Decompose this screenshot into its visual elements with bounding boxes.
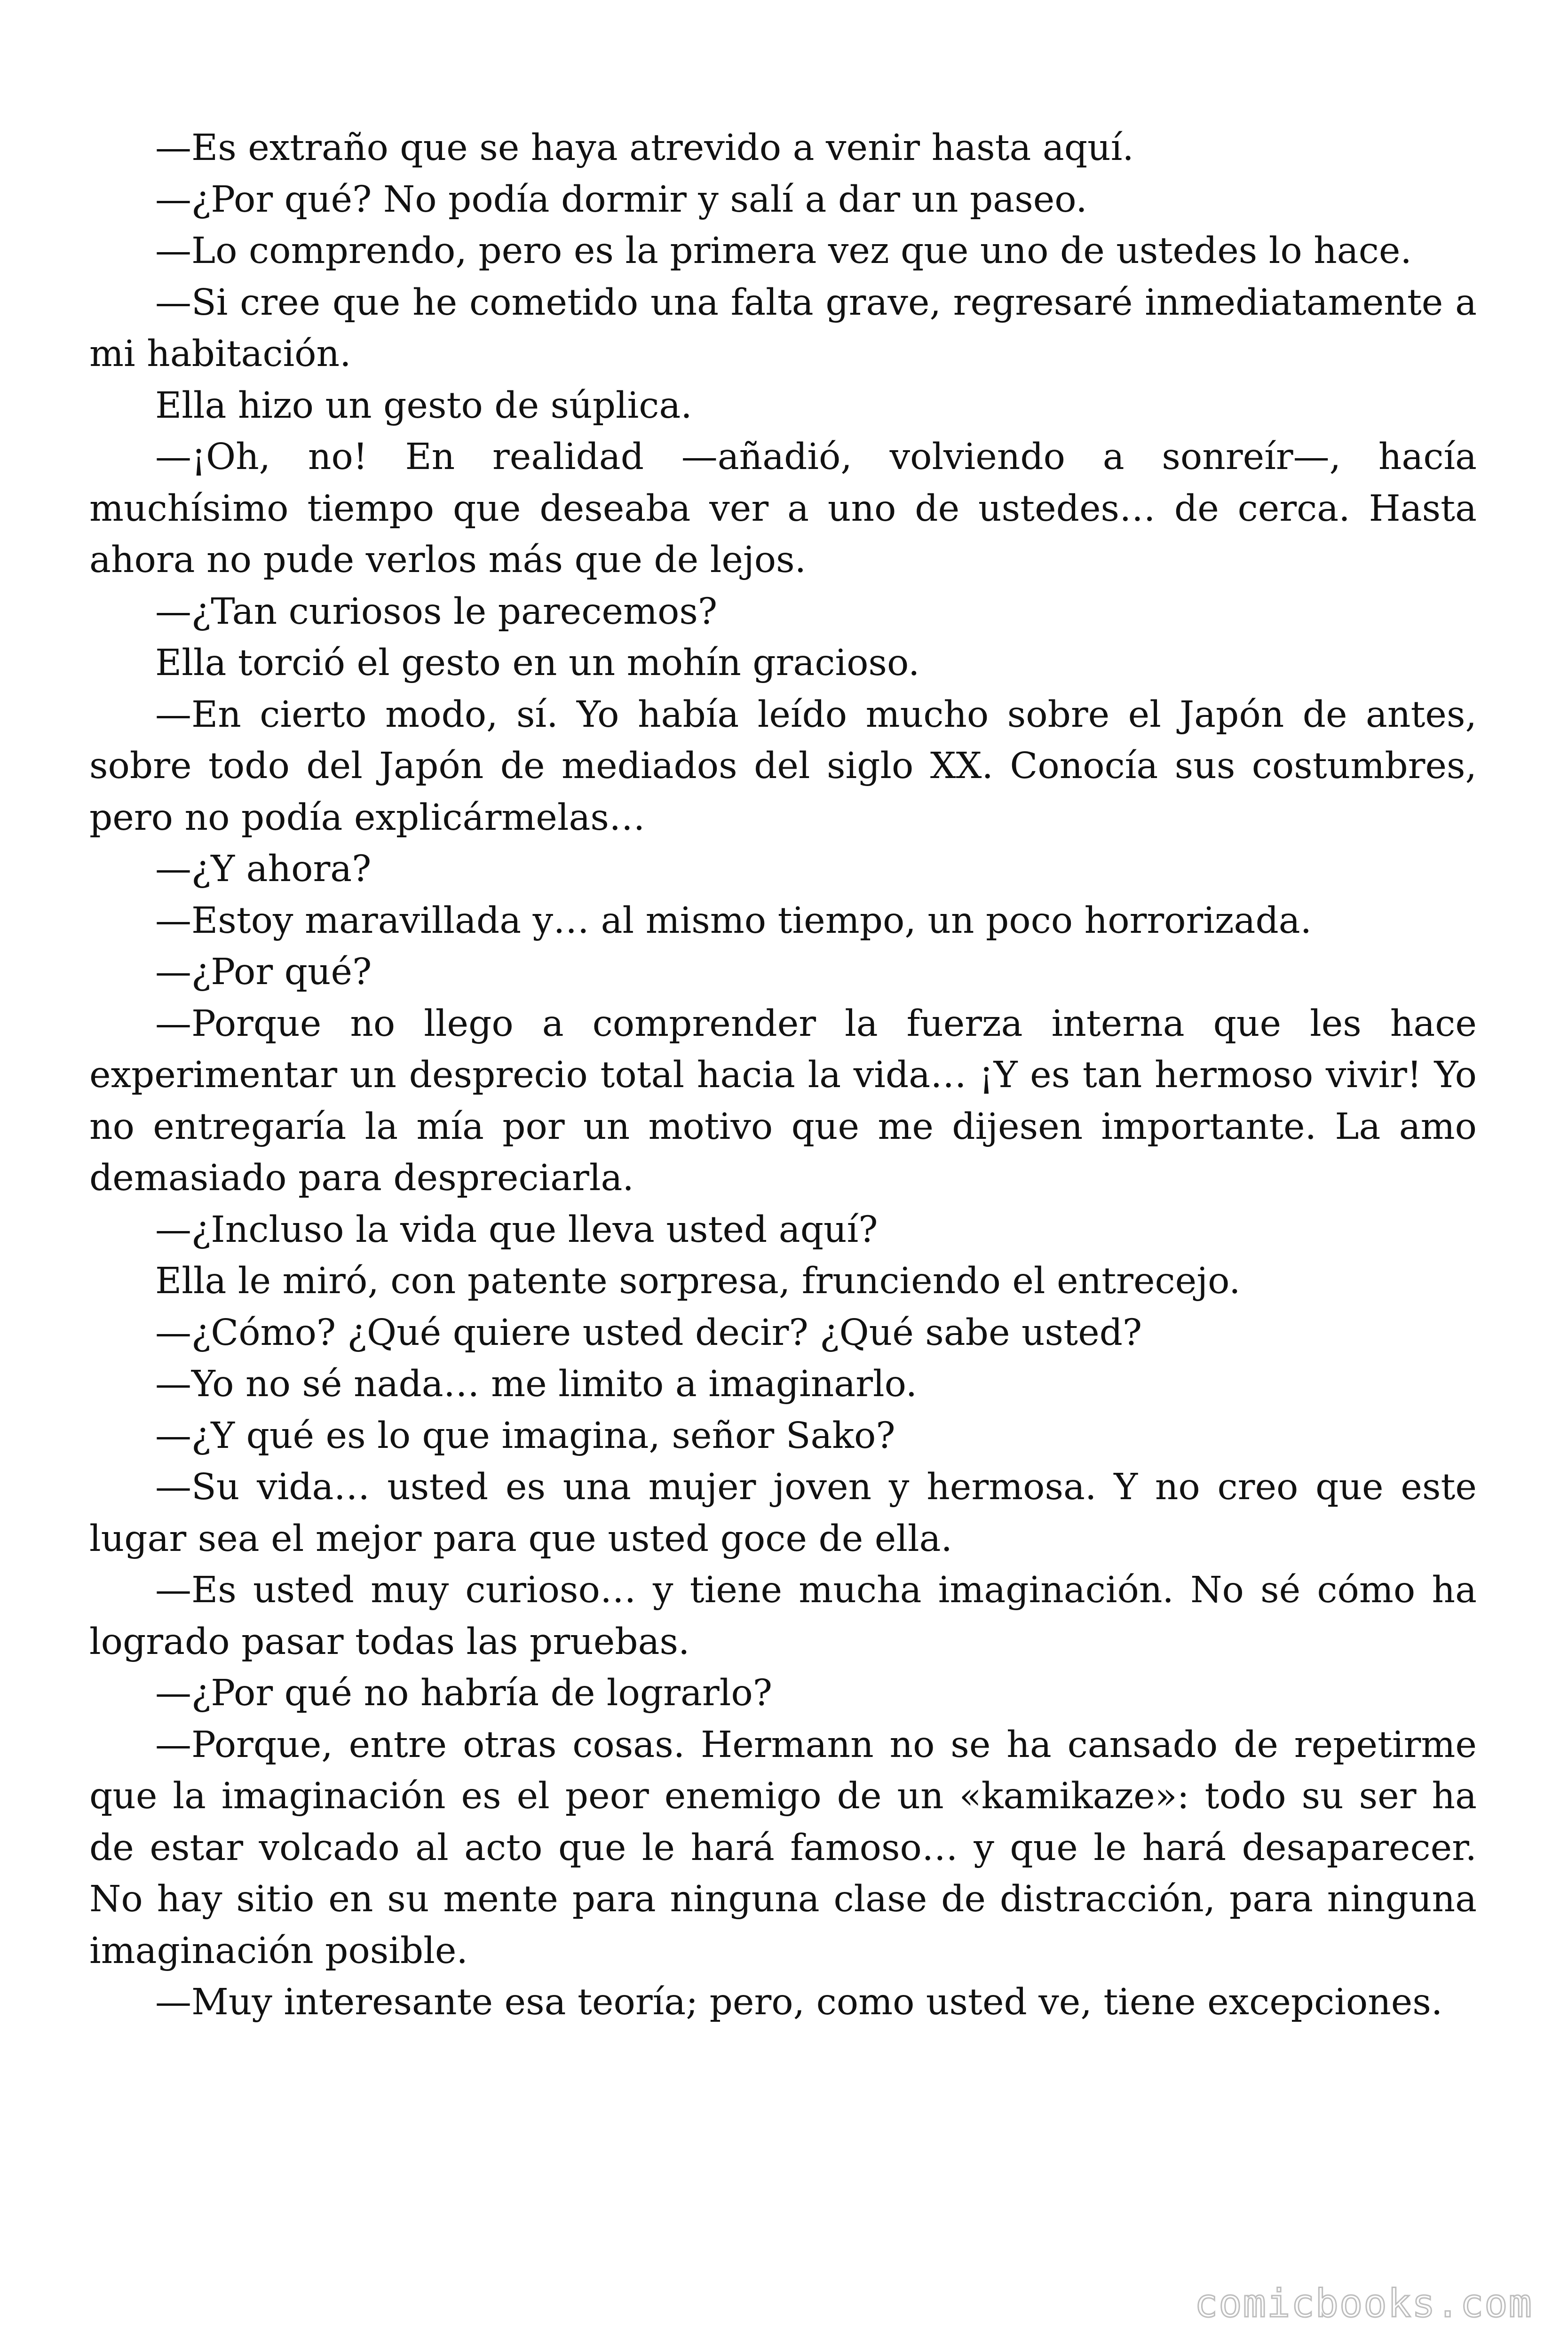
paragraph: —Es usted muy curioso… y tiene mucha imaginación. No sé cómo ha logrado pasar todas las pruebas. (89, 1569, 1477, 1663)
paragraph: —¿Por qué no habría de lograrlo? (155, 1672, 772, 1714)
paragraph: —Estoy maravillada y… al mismo tiempo, un poco horrorizada. (155, 899, 1312, 942)
paragraph: —Yo no sé nada… me limito a imaginarlo. (155, 1363, 918, 1405)
paragraph: —¿Incluso la vida que lleva usted aquí? (155, 1208, 878, 1251)
paragraph: —Muy interesante esa teoría; pero, como usted ve, tiene excepciones. (155, 1981, 1443, 2023)
paragraph: —Porque no llego a comprender la fuerza interna que les hace experimentar un desprecio total hacia la vida… ¡Y es tan hermoso vivir! Yo no entregaría la mía por un motivo que me dijesen importante. La amo demasiado para despreciarla. (89, 1002, 1477, 1199)
paragraph: —¿Y qué es lo que imagina, señor Sako? (155, 1414, 895, 1457)
paragraph: —Si cree que he cometido una falta grave, regresaré inmediatamente a mi habitación. (89, 281, 1477, 375)
paragraph: —Porque, entre otras cosas. Hermann no se ha cansado de repetirme que la imaginación es el peor enemigo de un «kamikaze»: todo su ser ha de estar volcado al acto que le hará famoso… y que le hará desaparecer. No hay sitio en su mente para ninguna clase de distracción, para ninguna imaginación posible. (89, 1724, 1477, 1972)
paragraph: —Su vida… usted es una mujer joven y hermosa. Y no creo que este lugar sea el mejor para que usted goce de ella. (89, 1466, 1477, 1560)
paragraph: —Lo comprendo, pero es la primera vez que uno de ustedes lo hace. (155, 230, 1412, 272)
paragraph: Ella torció el gesto en un mohín gracioso. (155, 642, 920, 684)
paragraph: —¿Cómo? ¿Qué quiere usted decir? ¿Qué sabe usted? (155, 1311, 1142, 1354)
paragraph: —En cierto modo, sí. Yo había leído mucho sobre el Japón de antes, sobre todo del Japón de mediados del siglo XX. Conocía sus costumbres, pero no podía explicármelas… (89, 693, 1477, 839)
book-page-text (89, 122, 1477, 2028)
paragraph: Ella hizo un gesto de súplica. (155, 384, 692, 427)
paragraph: —¿Y ahora? (155, 848, 372, 890)
paragraph: —¿Por qué? (155, 951, 372, 993)
paragraph: —¿Por qué? No podía dormir y salí a dar un paseo. (155, 178, 1087, 221)
paragraph: —¿Tan curiosos le parecemos? (155, 590, 718, 633)
watermark: comicbooks.com (1194, 2281, 1533, 2326)
paragraph: Ella le miró, con patente sorpresa, frunciendo el entrecejo. (155, 1260, 1241, 1302)
paragraph: —Es extraño que se haya atrevido a venir hasta aquí. (155, 127, 1134, 169)
paragraph: —¡Oh, no! En realidad —añadió, volviendo a sonreír—, hacía muchísimo tiempo que deseaba ver a uno de ustedes… de cerca. Hasta ahora no pude verlos más que de lejos. (89, 436, 1477, 581)
